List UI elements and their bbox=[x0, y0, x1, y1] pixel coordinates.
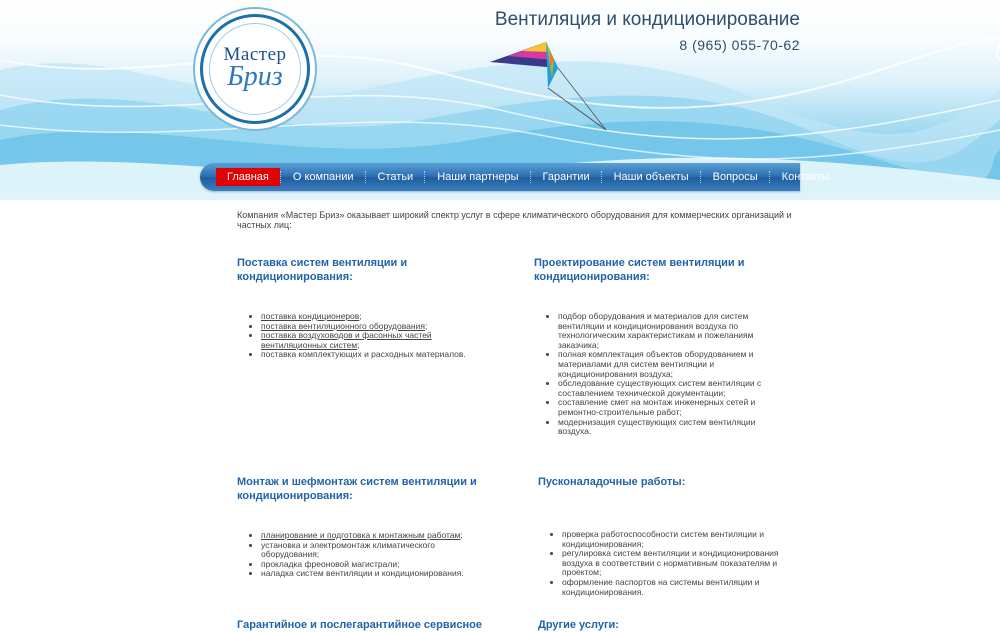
section-list-design bbox=[534, 312, 784, 437]
nav-item[interactable]: Гарантии bbox=[542, 171, 590, 183]
section-commissioning bbox=[538, 475, 788, 597]
section-other bbox=[538, 618, 788, 632]
list-item bbox=[261, 331, 487, 350]
logo-text-top: Мастер bbox=[223, 44, 287, 65]
section-supply bbox=[237, 256, 487, 360]
section-title-warranty: Гарантийное и послегарантийное сервисное bbox=[237, 619, 482, 631]
list-item-suffix: ; bbox=[357, 339, 360, 350]
section-list-commissioning bbox=[538, 530, 788, 597]
phone-number: 8 (965) 055-70-62 bbox=[679, 37, 800, 53]
nav-item[interactable]: Наши партнеры bbox=[437, 171, 519, 183]
section-install bbox=[237, 475, 487, 579]
list-item: • подбор оборудования и материалов для систем вентиляции и кондиционирования воздуха по технологическим характеристикам и пожеланиям заказчика; bbox=[558, 312, 784, 350]
main-navigation bbox=[200, 163, 830, 191]
list-item-suffix: ; bbox=[359, 311, 362, 321]
company-logo[interactable] bbox=[200, 14, 310, 124]
section-title-other: Другие услуги: bbox=[538, 619, 619, 631]
section-list-supply bbox=[237, 312, 487, 360]
logo-text-bottom: Бриз bbox=[227, 61, 283, 92]
list-item: • оформление паспортов на системы вентиляции и кондиционирования. bbox=[562, 578, 788, 597]
nav-item[interactable]: Наши объекты bbox=[613, 171, 689, 183]
section-list-install bbox=[237, 531, 487, 579]
list-item: • поставка комплектующих и расходных материалов. bbox=[261, 350, 487, 360]
list-item: • регулировка систем вентиляции и кондиционирования воздуха в соответствии с нормативным показателям и проектом; bbox=[562, 549, 788, 578]
list-item-link[interactable]: планирование и подготовка к монтажным работам bbox=[261, 530, 461, 540]
section-warranty bbox=[237, 618, 507, 632]
nav-item[interactable]: Главная bbox=[216, 168, 280, 186]
list-item: • модернизация существующих систем вентиляции воздуха. bbox=[558, 418, 784, 437]
list-item-link[interactable]: поставка вентиляционного оборудования bbox=[261, 320, 425, 331]
intro-text: Компания «Мастер Бриз» оказывает широкий спектр услуг в сфере климатического оборудования для коммерческих организаций и частных лиц: bbox=[237, 210, 792, 230]
list-item-suffix: ; bbox=[424, 320, 428, 331]
nav-item[interactable]: О компании bbox=[292, 171, 354, 183]
list-item: • проверка работоспособности систем вентиляции и кондиционирования; bbox=[562, 530, 788, 549]
list-item-link[interactable]: поставка кондиционеров bbox=[261, 311, 360, 321]
kite-icon bbox=[488, 38, 613, 133]
list-item: • установка и электромонтаж климатического оборудования; bbox=[261, 541, 487, 560]
site-title: Вентиляция и кондиционирование bbox=[494, 9, 800, 30]
list-item-link[interactable]: поставка воздуховодов и фасонных частей вентиляционных систем bbox=[261, 330, 432, 350]
list-item: • прокладка фреоновой магистрали; bbox=[261, 560, 487, 570]
list-item-suffix: ; bbox=[460, 530, 463, 540]
section-design bbox=[534, 256, 784, 437]
list-item: • наладка систем вентиляции и кондиционирования. bbox=[261, 569, 487, 579]
section-title-commissioning: Пусконаладочные работы: bbox=[538, 476, 686, 488]
list-item: • обследование существующих систем вентиляции с составлением технической документации; bbox=[558, 379, 784, 398]
nav-item[interactable]: Контакты bbox=[781, 171, 830, 183]
nav-item[interactable]: Статьи bbox=[377, 171, 414, 183]
nav-item[interactable]: Вопросы bbox=[712, 171, 758, 183]
section-title-supply: Поставка систем вентиляции и кондиционирования: bbox=[237, 257, 408, 283]
section-title-install: Монтаж и шефмонтаж систем вентиляции и кондиционирования: bbox=[237, 476, 477, 502]
nav-items bbox=[216, 168, 840, 186]
list-item: • полная комплектация объектов оборудованием и материалами для систем вентиляции и кондиционирования воздуха; bbox=[558, 350, 784, 379]
section-title-design: Проектирование систем вентиляции и кондиционирования: bbox=[534, 257, 745, 283]
list-item: • составление смет на монтаж инженерных сетей и ремонтно-строительные работ; bbox=[558, 398, 784, 417]
